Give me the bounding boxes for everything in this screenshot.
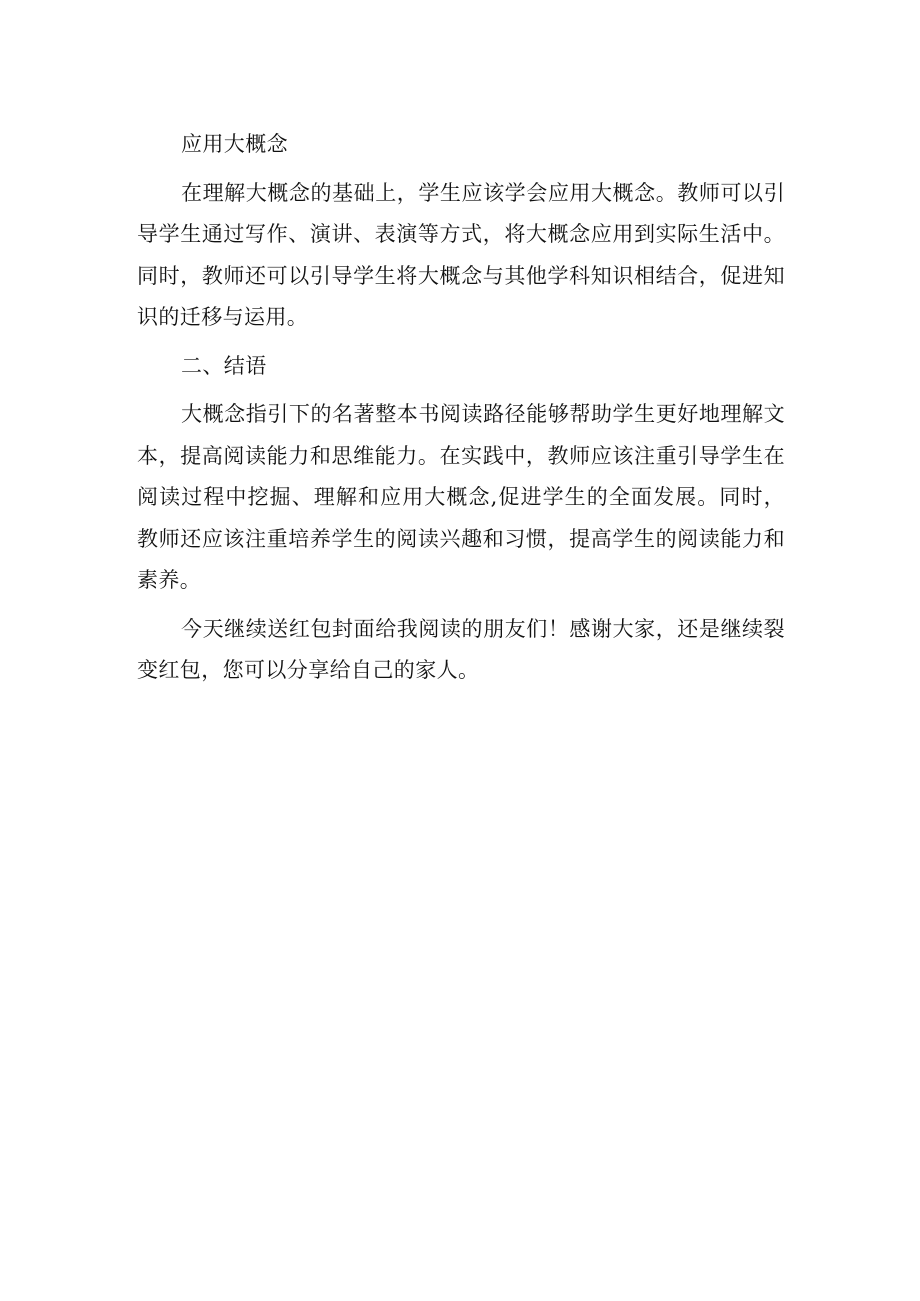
section-heading-conclusion: 二、结语 (181, 353, 267, 378)
paragraph-apply-big-concept: 在理解大概念的基础上，学生应该学会应用大概念。教师可以引导学生通过写作、演讲、表演等方式，将大概念应用到实际生活中。同时，教师还可以引导学生将大概念与其他学科知识相结合，促进知识的迁移与运用。 (137, 180, 785, 329)
spacer (137, 602, 785, 609)
paragraph-red-envelope-note: 今天继续送红包封面给我阅读的朋友们！感谢大家，还是继续裂变红包，您可以分享给自己的家人。 (137, 616, 785, 682)
spacer (137, 387, 785, 394)
paragraph-conclusion: 大概念指引下的名著整本书阅读路径能够帮助学生更好地理解文本，提高阅读能力和思维能力。在实践中，教师应该注重引导学生在阅读过程中挖掘、理解和应用大概念,促进学生的全面发展。同时，教师还应该注重培养学生的阅读兴趣和习惯，提高学生的阅读能力和素养。 (137, 402, 785, 592)
spacer (137, 166, 785, 173)
document-body (137, 124, 785, 692)
section-heading-apply-big-concept: 应用大概念 (181, 132, 288, 156)
spacer (137, 339, 785, 346)
